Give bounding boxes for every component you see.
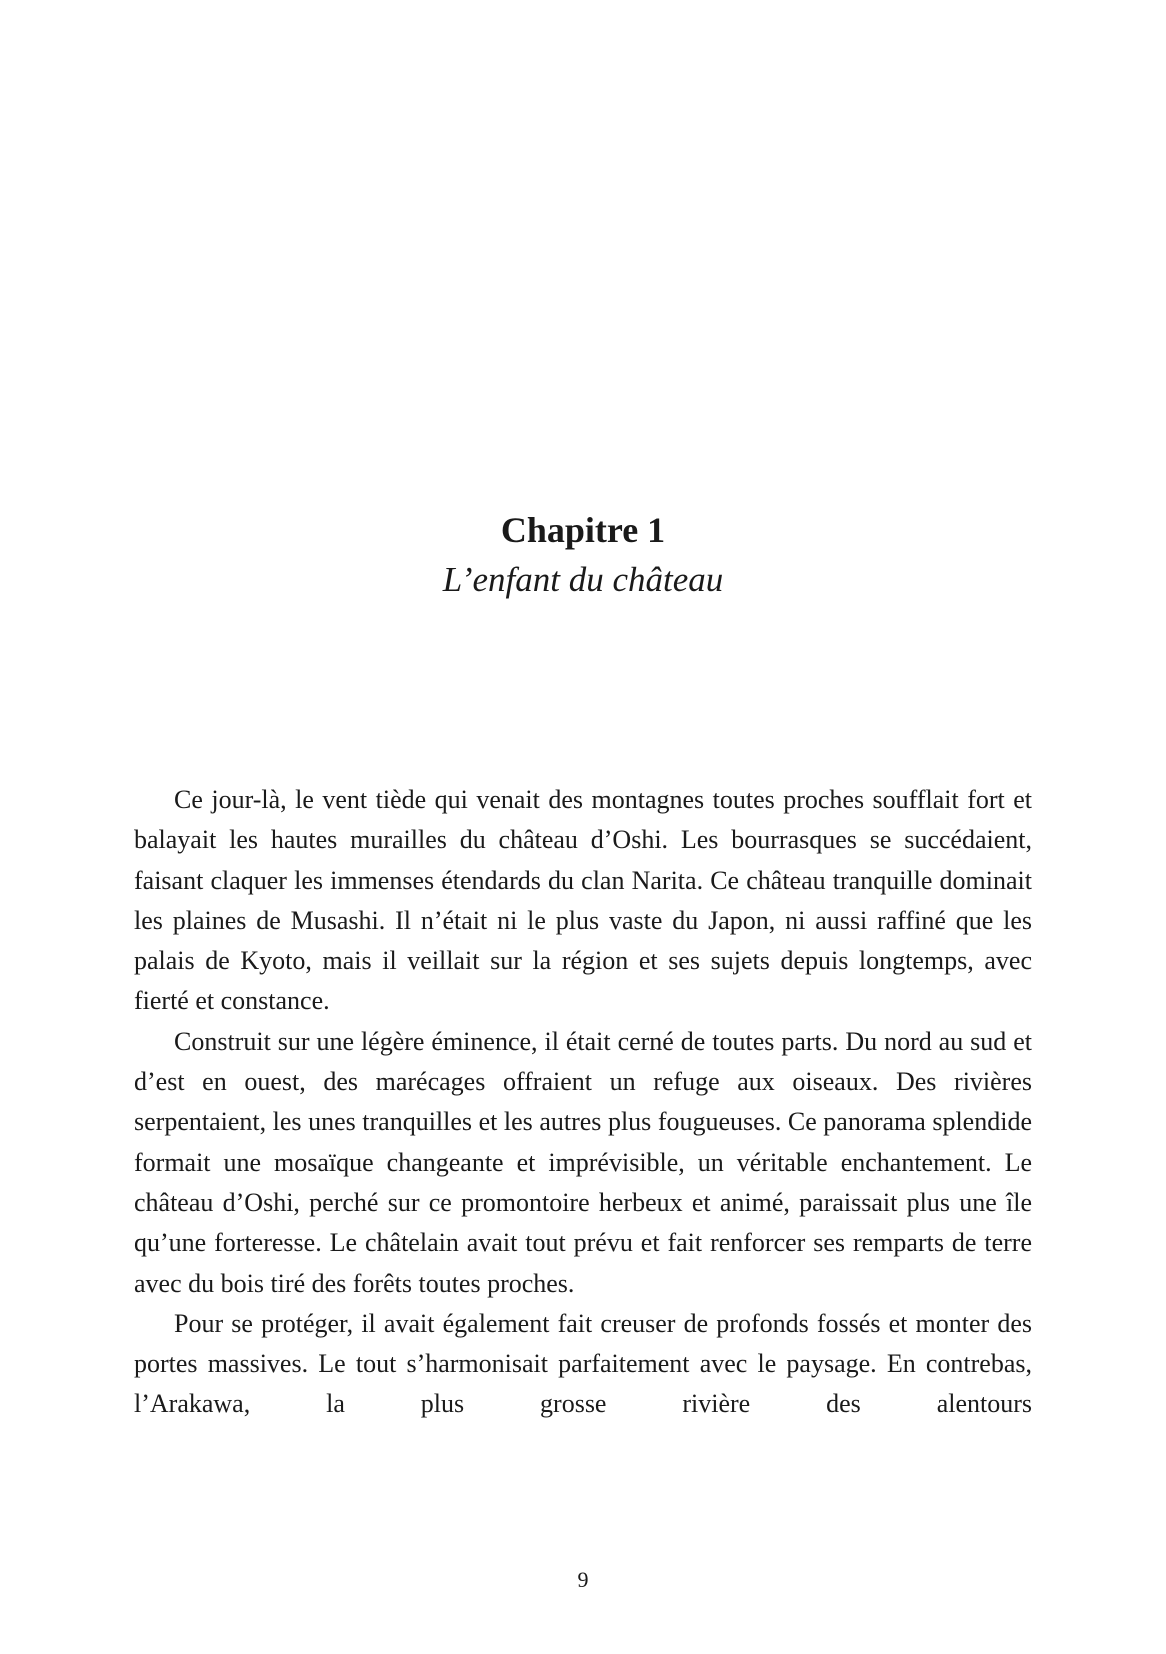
chapter-subtitle: L’enfant du château — [442, 560, 724, 599]
paragraph-3: Pour se protéger, il avait également fait creuser de profonds fossés et monter des portes massives. Le tout s’harmonisait parfaitement avec le paysage. En contrebas, l’Arakawa, la plus grosse rivière des alentours — [134, 1308, 1032, 1419]
paragraph-2: Construit sur une légère éminence, il était cerné de toutes parts. Du nord au sud et d’est en ouest, des marécages offraient un refuge aux oiseaux. Des rivières serpentaient, les unes tranquilles et les autres plus fougueuses. Ce panorama splendide formait une mosaïque changeante et imprévisible, un véritable enchantement. Le château d’Oshi, perché sur ce promontoire herbeux et animé, paraissait plus une île qu’une forteresse. Le châtelain avait tout prévu et fait renforcer ses remparts de terre avec du bois tiré des forêts toutes proches. — [134, 1026, 1032, 1298]
body-text — [134, 780, 1032, 1425]
paragraph-1: Ce jour-là, le vent tiède qui venait des montagnes toutes proches soufflait fort et balayait les hautes murailles du château d’Oshi. Les bourrasques se succédaient, faisant claquer les immenses étendards du clan Narita. Ce château tranquille dominait les plaines de Musashi. Il n’était ni le plus vaste du Japon, ni aussi raffiné que les palais de Kyoto, mais il veillait sur la région et ses sujets depuis longtemps, avec fierté et constance. — [134, 785, 1032, 1016]
page-number: 9 — [577, 1567, 589, 1592]
chapter-heading — [0, 508, 1166, 602]
chapter-title: Chapitre 1 — [500, 510, 666, 550]
